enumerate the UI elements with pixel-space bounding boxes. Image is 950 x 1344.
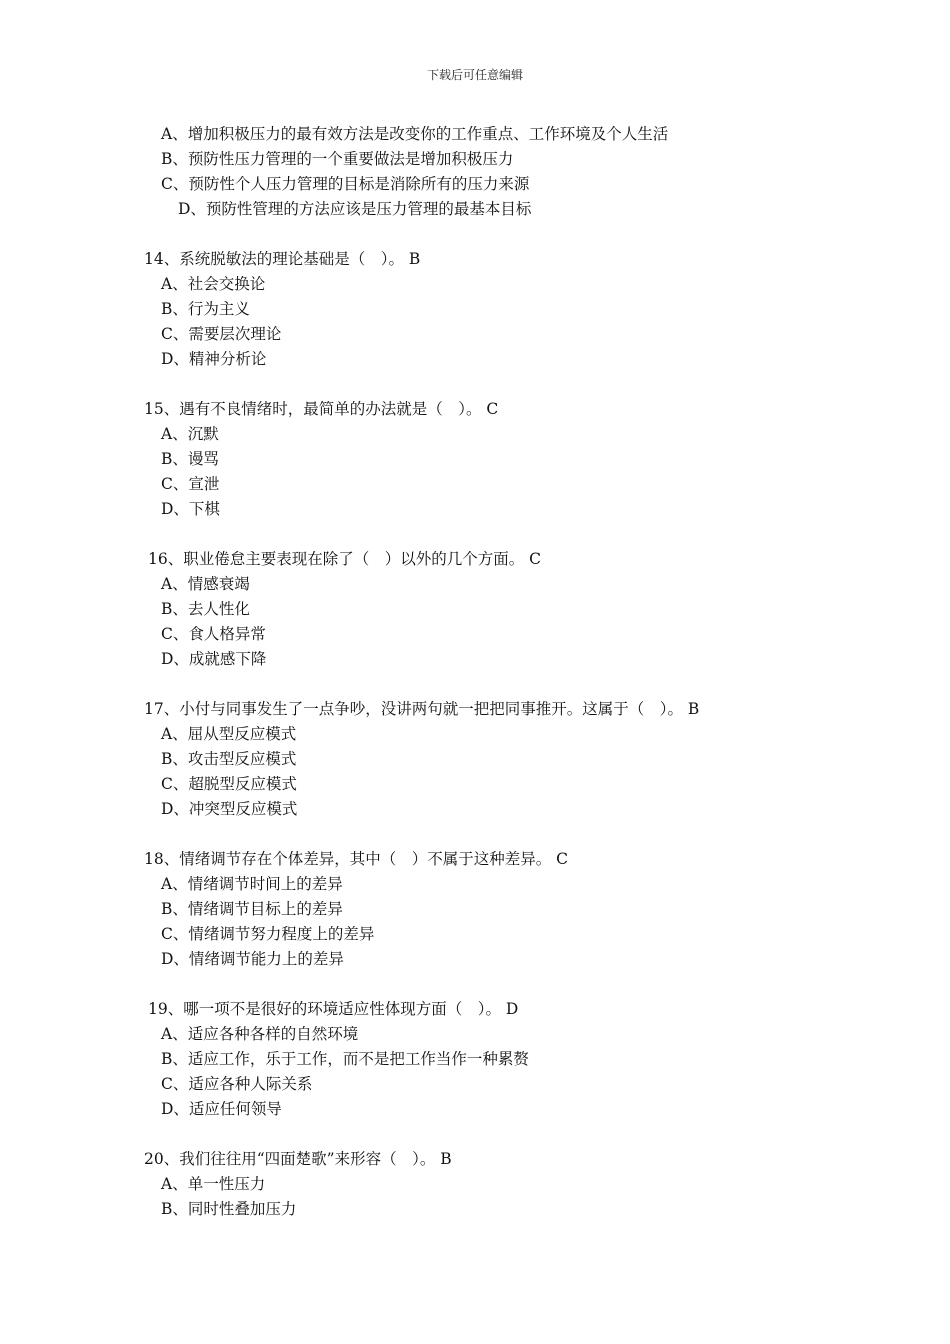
question-18: 18、情绪调节存在个体差异，其中（ ）不属于这种差异。 C	[144, 850, 569, 868]
q17-option-a: A、屈从型反应模式	[161, 725, 297, 743]
prev-option-b: B、预防性压力管理的一个重要做法是增加积极压力	[161, 150, 514, 168]
q19-option-c: C、适应各种人际关系	[161, 1075, 313, 1093]
q18-option-d: D、情绪调节能力上的差异	[161, 950, 344, 968]
q19-option-d: D、适应任何领导	[161, 1100, 282, 1118]
q17-option-b: B、攻击型反应模式	[161, 750, 297, 768]
question-17: 17、小付与同事发生了一点争吵，没讲两句就一把把同事推开。这属于（ ）。 B	[144, 700, 700, 718]
q17-option-c: C、超脱型反应模式	[161, 775, 297, 793]
q16-option-c: C、食人格异常	[161, 625, 266, 643]
q19-option-b: B、适应工作，乐于工作，而不是把工作当作一种累赘	[161, 1050, 529, 1068]
q20-option-b: B、同时性叠加压力	[161, 1200, 297, 1218]
question-15: 15、遇有不良情绪时，最简单的办法就是（ ）。 C	[144, 400, 499, 418]
question-14: 14、系统脱敏法的理论基础是（ ）。 B	[144, 250, 421, 268]
q15-option-d: D、下棋	[161, 500, 220, 518]
q14-option-a: A、社会交换论	[161, 275, 266, 293]
prev-option-d: D、预防性管理的方法应该是压力管理的最基本目标	[178, 200, 532, 218]
q16-option-d: D、成就感下降	[161, 650, 267, 668]
q17-option-d: D、冲突型反应模式	[161, 800, 298, 818]
page-header: 下载后可任意编辑	[426, 68, 523, 82]
question-16: 16、职业倦怠主要表现在除了（ ）以外的几个方面。 C	[148, 550, 542, 568]
question-19: 19、哪一项不是很好的环境适应性体现方面（ ）。 D	[148, 1000, 519, 1018]
q16-option-a: A、情感衰竭	[161, 575, 250, 593]
q15-option-c: C、宣泄	[161, 475, 220, 493]
q18-option-c: C、情绪调节努力程度上的差异	[161, 925, 375, 943]
q15-option-a: A、沉默	[161, 425, 219, 443]
q14-option-b: B、行为主义	[161, 300, 250, 318]
question-20: 20、我们往往用“四面楚歌”来形容（ ）。 B	[144, 1150, 452, 1168]
q14-option-d: D、精神分析论	[161, 350, 267, 368]
q19-option-a: A、适应各种各样的自然环境	[161, 1025, 359, 1043]
prev-option-a: A、增加积极压力的最有效方法是改变你的工作重点、工作环境及个人生活	[161, 125, 669, 143]
q16-option-b: B、去人性化	[161, 600, 250, 618]
q15-option-b: B、谩骂	[161, 450, 219, 468]
q20-option-a: A、单一性压力	[161, 1175, 266, 1193]
prev-option-c: C、预防性个人压力管理的目标是消除所有的压力来源	[161, 175, 530, 193]
q18-option-a: A、情绪调节时间上的差异	[161, 875, 343, 893]
q18-option-b: B、情绪调节目标上的差异	[161, 900, 343, 918]
q14-option-c: C、需要层次理论	[161, 325, 282, 343]
